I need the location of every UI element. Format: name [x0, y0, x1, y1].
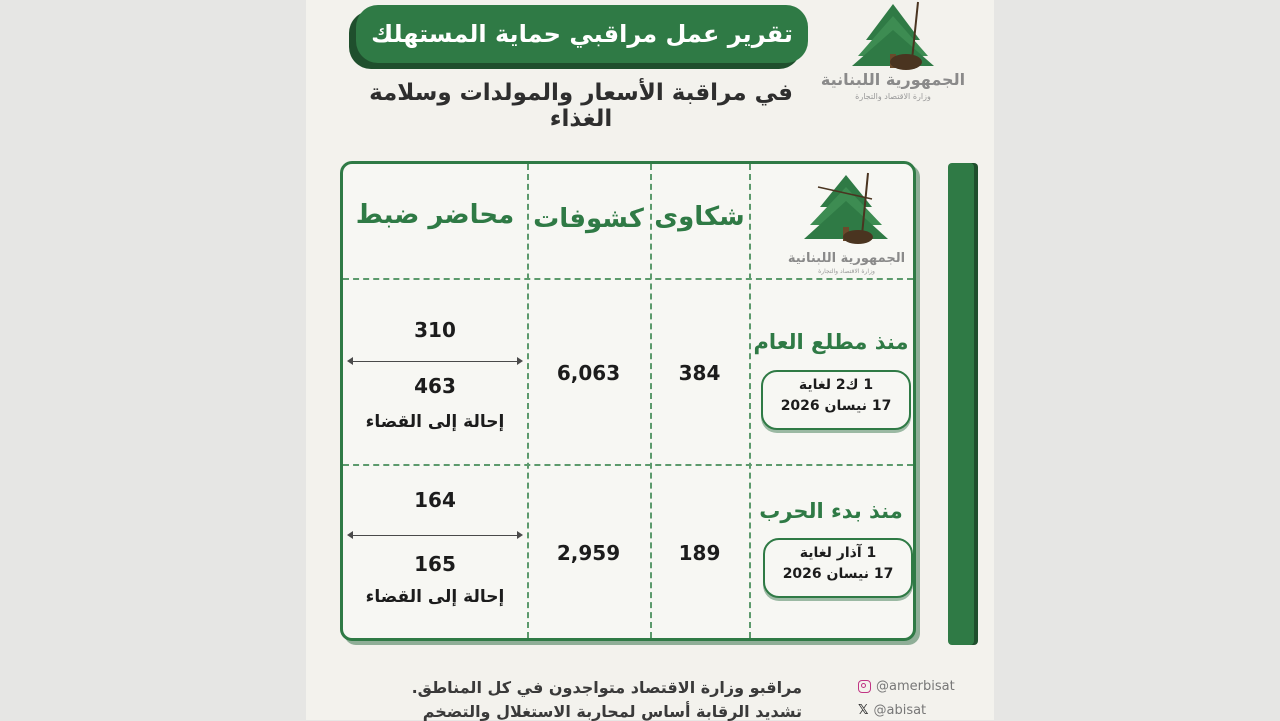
header-complaints: شكاوى — [654, 202, 745, 232]
x-handle-text: @abisat — [873, 703, 927, 718]
page-subtitle: في مراقبة الأسعار والمولدات وسلامة الغذاء — [369, 80, 793, 132]
stats-table — [340, 161, 916, 641]
cedar-tree-icon — [840, 0, 946, 72]
header-inspections: كشوفات — [533, 204, 644, 234]
row2-complaints: 189 — [678, 541, 721, 565]
split-arrow — [349, 535, 521, 536]
footer-line-1: مراقبو وزارة الاقتصاد متواجدون في كل المناطق. — [411, 678, 802, 697]
instagram-handle-text: @amerbisat — [876, 679, 955, 694]
column-divider — [749, 164, 751, 638]
row2-period-start: 1 آذار لغاية — [799, 545, 877, 561]
instagram-handle[interactable] — [858, 679, 955, 694]
x-handle[interactable] — [858, 703, 926, 718]
x-icon: 𝕏 — [858, 703, 869, 718]
row2-period-end: 17 نيسان 2026 — [782, 566, 894, 582]
row1-referral-label: إحالة إلى القضاء — [365, 412, 505, 432]
split-arrow — [349, 361, 521, 362]
row-divider — [343, 464, 913, 466]
row2-label: منذ بدء الحرب — [759, 499, 903, 523]
instagram-icon — [858, 680, 871, 693]
column-divider — [527, 164, 529, 638]
cedar-tree-icon — [780, 167, 913, 251]
header-reports: محاضر ضبط — [355, 200, 515, 230]
row1-period-end: 17 نيسان 2026 — [780, 398, 892, 414]
row1-complaints: 384 — [678, 361, 721, 385]
footer-line-2: تشديد الرقابة أساس لمحاربة الاستغلال والتضخم — [422, 702, 802, 721]
row1-inspections: 6,063 — [556, 361, 621, 385]
logo-text: الجمهورية اللبنانية — [820, 70, 966, 89]
row2-referral-label: إحالة إلى القضاء — [365, 587, 505, 607]
row1-referrals: 463 — [414, 374, 456, 398]
row1-label: منذ مطلع العام — [753, 330, 909, 354]
side-accent-bar — [948, 163, 974, 645]
row2-reports: 164 — [414, 488, 456, 512]
row1-reports: 310 — [414, 318, 456, 342]
logo-text: الجمهورية اللبنانية — [787, 251, 906, 266]
page-title: تقرير عمل مراقبي حماية المستهلك — [356, 5, 808, 63]
row2-referrals: 165 — [414, 552, 456, 576]
ministry-logo — [818, 0, 968, 110]
row1-period-start: 1 ك2 لغاية — [798, 377, 874, 393]
row2-period — [763, 538, 913, 598]
logo-subtext: وزارة الاقتصاد والتجارة — [855, 92, 931, 101]
column-divider — [650, 164, 652, 638]
row1-period — [761, 370, 911, 430]
row2-inspections: 2,959 — [556, 541, 621, 565]
logo-subtext: وزارة الاقتصاد والتجارة — [818, 268, 875, 275]
table-logo — [780, 167, 913, 279]
